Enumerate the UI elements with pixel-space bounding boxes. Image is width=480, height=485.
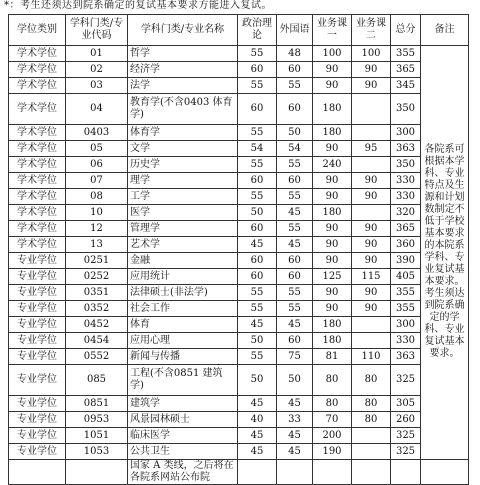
table-cell: 325 (391, 444, 421, 460)
table-cell: 60 (277, 94, 313, 125)
table-cell: 48 (277, 46, 313, 62)
table-cell: 55 (277, 301, 313, 317)
table-row (9, 412, 469, 428)
table-cell: 55 (277, 78, 313, 94)
table-cell: 新闻与传播 (128, 349, 238, 365)
table-cell: 60 (238, 94, 277, 125)
table-cell: 0251 (66, 253, 128, 269)
table-cell: 04 (66, 94, 128, 125)
table-cell: 专业学位 (9, 365, 66, 396)
table-cell: 200 (313, 428, 352, 444)
header-cell: 学科门类/专业代码 (66, 15, 128, 46)
table-cell: 363 (391, 349, 421, 365)
table-cell (352, 125, 391, 141)
table-cell: 05 (66, 141, 128, 157)
table-cell: 45 (277, 205, 313, 221)
table-cell: 0352 (66, 301, 128, 317)
table-row (9, 173, 469, 189)
table-cell: 45 (238, 444, 277, 460)
table-cell (352, 205, 391, 221)
table-cell: 专业学位 (9, 349, 66, 365)
table-cell: 45 (277, 237, 313, 253)
table-cell: 350 (391, 94, 421, 125)
table-row (9, 253, 469, 269)
table-cell: 90 (313, 237, 352, 253)
table-cell: 10 (66, 205, 128, 221)
table-cell: 法律硕士(非法学) (128, 285, 238, 301)
table-cell: 50 (238, 205, 277, 221)
header-cell: 学位类别 (9, 15, 66, 46)
table-cell: 专业学位 (9, 285, 66, 301)
table-cell: 应用心理 (128, 333, 238, 349)
table-cell (352, 333, 391, 349)
table-cell: 历史学 (128, 157, 238, 173)
table-row (9, 125, 469, 141)
table-cell: 300 (391, 125, 421, 141)
table-cell: 60 (238, 253, 277, 269)
table-cell: 70 (313, 412, 352, 428)
table-cell: 1053 (66, 444, 128, 460)
table-cell: 325 (391, 428, 421, 444)
table-cell (391, 460, 421, 485)
table-cell: 学术学位 (9, 221, 66, 237)
table-cell: 90 (313, 173, 352, 189)
table-cell: 0252 (66, 269, 128, 285)
table-cell: 55 (238, 189, 277, 205)
table-cell: 90 (313, 221, 352, 237)
table-cell: 08 (66, 189, 128, 205)
table-cell: 55 (238, 349, 277, 365)
table-cell: 法学 (128, 78, 238, 94)
table-cell: 60 (277, 62, 313, 78)
table-cell: 180 (313, 317, 352, 333)
table-cell: 55 (277, 157, 313, 173)
table-cell: 80 (352, 412, 391, 428)
table-cell: 学术学位 (9, 141, 66, 157)
table-cell: 80 (352, 365, 391, 396)
table-cell: 建筑学 (128, 396, 238, 412)
table-cell: 90 (352, 301, 391, 317)
table-cell: 330 (391, 173, 421, 189)
table-cell: 40 (238, 412, 277, 428)
table-cell: 80 (313, 365, 352, 396)
table-cell: 320 (391, 205, 421, 221)
header-cell: 业务课二 (352, 15, 391, 46)
table-cell: 50 (277, 365, 313, 396)
table-cell: 60 (238, 269, 277, 285)
table-cell: 60 (238, 62, 277, 78)
table-cell: 专业学位 (9, 317, 66, 333)
table-cell: 体育学 (128, 125, 238, 141)
table-cell: 60 (238, 221, 277, 237)
table-cell: 艺术学 (128, 237, 238, 253)
table-header-row (9, 15, 469, 46)
table-cell: 1051 (66, 428, 128, 444)
table-cell: 100 (313, 46, 352, 62)
table-cell: 55 (238, 301, 277, 317)
table-cell: 355 (391, 46, 421, 62)
table-cell: 管理学 (128, 221, 238, 237)
table-cell: 55 (238, 157, 277, 173)
remark-cell: 各院系可根据本学科、专业特点及生源和计划数制定不低于学校基本要求的本院系学科、专业复试基本要求。考生须达到院系确定的学科、专业复试基本要求。 (421, 46, 469, 460)
table-cell: 60 (238, 173, 277, 189)
table-cell: 金融 (128, 253, 238, 269)
table-cell: 365 (391, 62, 421, 78)
table-cell (352, 444, 391, 460)
table-cell: 55 (277, 221, 313, 237)
table-cell: 0953 (66, 412, 128, 428)
table-cell: 90 (352, 253, 391, 269)
table-cell: 60 (277, 333, 313, 349)
table-cell: 学术学位 (9, 78, 66, 94)
table-cell: 07 (66, 173, 128, 189)
table-cell: 45 (238, 317, 277, 333)
table-cell: 260 (391, 412, 421, 428)
table-cell: 33 (277, 412, 313, 428)
table-cell: 02 (66, 62, 128, 78)
table-cell: 45 (277, 396, 313, 412)
table-cell: 81 (313, 349, 352, 365)
table-cell: 专业学位 (9, 333, 66, 349)
table-cell: 临床医学 (128, 428, 238, 444)
table-cell (352, 460, 391, 485)
table-cell: 0552 (66, 349, 128, 365)
table-cell: 330 (391, 189, 421, 205)
table-row (9, 269, 469, 285)
table-cell: 专业学位 (9, 396, 66, 412)
table-cell: 80 (313, 396, 352, 412)
table-cell (277, 460, 313, 485)
table-row (9, 237, 469, 253)
table-cell: 55 (277, 285, 313, 301)
table-cell: 学术学位 (9, 157, 66, 173)
table-cell: 365 (391, 221, 421, 237)
table-cell: 115 (352, 269, 391, 285)
table-cell: 100 (352, 46, 391, 62)
header-cell: 业务课一 (313, 15, 352, 46)
table-cell: 专业学位 (9, 412, 66, 428)
table-cell: 405 (391, 269, 421, 285)
header-cell: 学科门类/专业名称 (128, 15, 238, 46)
table-cell: 90 (352, 221, 391, 237)
table-cell: 01 (66, 46, 128, 62)
table-cell: 学术学位 (9, 62, 66, 78)
table-cell: 60 (277, 253, 313, 269)
table-cell: 90 (313, 78, 352, 94)
table-cell: 90 (352, 285, 391, 301)
table-cell: 0452 (66, 317, 128, 333)
table-cell: 180 (313, 94, 352, 125)
table-cell: 社会工作 (128, 301, 238, 317)
table-cell: 文学 (128, 141, 238, 157)
table-cell: 理学 (128, 173, 238, 189)
table-cell: 45 (277, 428, 313, 444)
table-cell: 45 (238, 396, 277, 412)
table-cell: 0351 (66, 285, 128, 301)
table-cell: 13 (66, 237, 128, 253)
table-cell: 50 (238, 333, 277, 349)
table-cell: 355 (391, 285, 421, 301)
table-cell: 363 (391, 141, 421, 157)
table-cell: 90 (313, 253, 352, 269)
table-cell: 95 (352, 141, 391, 157)
table-cell: 345 (391, 78, 421, 94)
table-row (9, 365, 469, 396)
table-row (9, 62, 469, 78)
table-row (9, 94, 469, 125)
table-cell: 学术学位 (9, 237, 66, 253)
table-cell: 专业学位 (9, 428, 66, 444)
table-cell: 0851 (66, 396, 128, 412)
table-cell (238, 460, 277, 485)
table-cell: 55 (238, 285, 277, 301)
table-row (9, 349, 469, 365)
table-cell: 90 (313, 62, 352, 78)
table-row (9, 141, 469, 157)
table-row (9, 46, 469, 62)
table-cell: 90 (352, 189, 391, 205)
table-cell: 专业学位 (9, 301, 66, 317)
header-cell: 总分 (391, 15, 421, 46)
table-cell (352, 157, 391, 173)
table-cell: 哲学 (128, 46, 238, 62)
table-cell: 180 (313, 205, 352, 221)
table-cell: 90 (352, 173, 391, 189)
table-cell: 工学 (128, 189, 238, 205)
table-cell (9, 460, 66, 485)
table-cell: 90 (352, 62, 391, 78)
table-cell: 300 (391, 317, 421, 333)
table-cell: 110 (352, 349, 391, 365)
table-cell: 90 (352, 78, 391, 94)
header-cell: 政治理论 (238, 15, 277, 46)
table-cell: 54 (277, 141, 313, 157)
table-cell (313, 460, 352, 485)
table-cell: 90 (313, 285, 352, 301)
table-cell (421, 460, 469, 485)
table-cell: 190 (313, 444, 352, 460)
table-row (9, 221, 469, 237)
table-cell: 学术学位 (9, 94, 66, 125)
table-row (9, 78, 469, 94)
table-cell: 专业学位 (9, 444, 66, 460)
table-cell: 经济学 (128, 62, 238, 78)
table-cell: 54 (238, 141, 277, 157)
table-cell: 学术学位 (9, 173, 66, 189)
table-cell: 180 (313, 125, 352, 141)
table-cell: 教育学(不含0403 体育学) (128, 94, 238, 125)
table-cell: 专业学位 (9, 253, 66, 269)
table-row (9, 460, 469, 485)
table-row (9, 205, 469, 221)
table-cell: 应用统计 (128, 269, 238, 285)
table-cell: 90 (313, 141, 352, 157)
table-row (9, 333, 469, 349)
table-cell: 50 (277, 125, 313, 141)
table-cell: 55 (238, 125, 277, 141)
table-row (9, 301, 469, 317)
score-requirements-table (8, 14, 469, 485)
table-cell: 学术学位 (9, 189, 66, 205)
table-cell: 55 (238, 46, 277, 62)
table-cell: 240 (313, 157, 352, 173)
table-row (9, 444, 469, 460)
table-cell: 55 (277, 189, 313, 205)
table-cell: 80 (352, 396, 391, 412)
table-cell: 55 (238, 78, 277, 94)
table-cell (352, 317, 391, 333)
table-cell: 体育 (128, 317, 238, 333)
table-row (9, 428, 469, 444)
table-cell: 学术学位 (9, 205, 66, 221)
table-cell: 390 (391, 253, 421, 269)
table-cell: 75 (277, 349, 313, 365)
table-cell: 12 (66, 221, 128, 237)
table-cell: 03 (66, 78, 128, 94)
table-cell: 学术学位 (9, 125, 66, 141)
table-cell: 90 (313, 189, 352, 205)
table-cell: 350 (391, 157, 421, 173)
note-text: *：考生还须达到院系确定的复试基本要求方能进入复试。 (4, 0, 272, 11)
table-cell: 45 (277, 317, 313, 333)
table-cell: 45 (277, 444, 313, 460)
table-cell: 325 (391, 365, 421, 396)
table-cell: 180 (313, 333, 352, 349)
table-cell: 50 (238, 365, 277, 396)
table-cell: 125 (313, 269, 352, 285)
table-row (9, 189, 469, 205)
table-row (9, 317, 469, 333)
table-cell: 风景园林硕士 (128, 412, 238, 428)
header-cell: 备注 (421, 15, 469, 46)
table-cell: 工程(不含0851 建筑学) (128, 365, 238, 396)
table-cell: 专业学位 (9, 269, 66, 285)
table-row (9, 396, 469, 412)
table-cell: 0403 (66, 125, 128, 141)
table-cell: 355 (391, 301, 421, 317)
table-cell: 085 (66, 365, 128, 396)
table-cell: 90 (313, 301, 352, 317)
table-cell: 0454 (66, 333, 128, 349)
table-cell (66, 460, 128, 485)
header-cell: 外国语 (277, 15, 313, 46)
table-cell: 330 (391, 333, 421, 349)
table-cell (352, 94, 391, 125)
table-cell: 45 (238, 237, 277, 253)
table-cell: 60 (277, 269, 313, 285)
table-cell: 医学 (128, 205, 238, 221)
table-cell: 305 (391, 396, 421, 412)
table-row (9, 285, 469, 301)
table-cell (352, 428, 391, 444)
table-cell: 国家 A 类线，之后将在各院系网站公布院 (128, 460, 238, 485)
table-cell: 45 (238, 428, 277, 444)
table-cell: 90 (352, 237, 391, 253)
table-cell: 06 (66, 157, 128, 173)
table-cell: 360 (391, 237, 421, 253)
table-row (9, 157, 469, 173)
table-cell: 公共卫生 (128, 444, 238, 460)
table-cell: 60 (277, 173, 313, 189)
table-cell: 学术学位 (9, 46, 66, 62)
